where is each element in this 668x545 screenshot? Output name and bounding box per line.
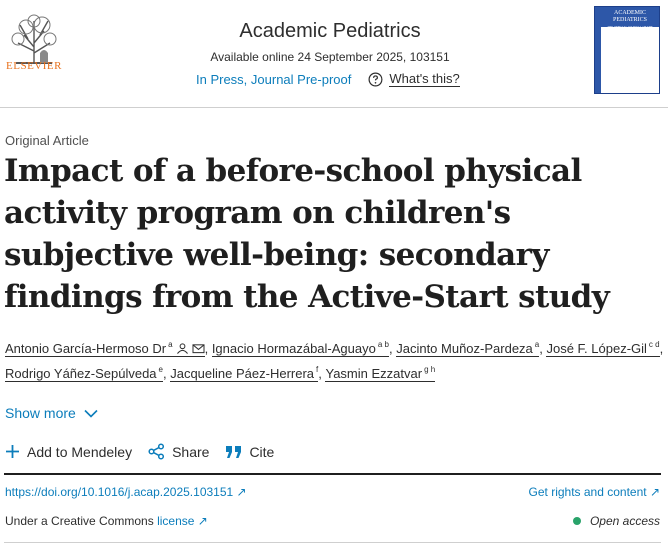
article-header — [0, 0, 668, 108]
share-button[interactable] — [148, 443, 209, 460]
open-access-dot-icon — [573, 517, 581, 525]
open-access-label: Open access — [589, 514, 660, 528]
whats-this-link[interactable]: What's this? — [389, 71, 460, 86]
license-prefix: Under a Creative Commons — [5, 514, 154, 528]
show-more-label: Show more — [5, 405, 76, 421]
person-icon — [176, 343, 189, 354]
envelope-icon — [192, 343, 205, 354]
publisher-name: ELSEVIER — [6, 60, 62, 72]
share-label: Share — [172, 443, 210, 460]
article-title: Impact of a before-school physical activity program on children's subjective well-being: secondary findings from the Active-Start study — [4, 153, 610, 315]
quote-icon — [225, 445, 242, 459]
author-link[interactable]: Jacinto Muñoz-Pardeza $^a$ — [396, 340, 540, 356]
article-actions — [5, 443, 290, 460]
author-list: Antonio García-Hermoso Dr $^a$ , Ignacio Hormazábal-Aguayo $^{a b}$, Jacinto Muñoz-Pardeza $^a$, José F. López-Gil $^{c d}$, Rodrigo Yáñez-Sepúlveda $^e$, Jacqueline Páez-Herrera $^f$, Yasmin Ezzatvar $^{g h}$ — [5, 340, 664, 381]
journal-title-link[interactable]: Academic Pediatrics — [239, 20, 421, 42]
cover-title: ACADEMIC PEDIATRICS — [612, 10, 647, 23]
author-link[interactable]: Yasmin Ezzatvar $^{g h}$ — [325, 365, 436, 381]
author-link[interactable]: Jacqueline Páez-Herrera $^f$ — [170, 365, 319, 381]
chevron-down-icon — [84, 409, 98, 418]
license-row — [5, 514, 208, 528]
press-status-row — [196, 72, 460, 87]
license-link[interactable]: license ↗ — [157, 514, 208, 528]
author-link[interactable]: Ignacio Hormazábal-Aguayo $^{a b}$ — [211, 340, 389, 356]
plus-icon — [5, 444, 20, 459]
author-link[interactable]: Rodrigo Yáñez-Sepúlveda $^e$ — [5, 365, 163, 381]
doi-link[interactable]: https://doi.org/10.1016/j.acap.2025.103151 ↗ — [5, 485, 247, 499]
cite-button[interactable] — [225, 444, 274, 460]
bottom-divider — [4, 542, 661, 543]
author-link[interactable]: Antonio García-Hermoso Dr $^a$ — [5, 338, 205, 357]
add-to-mendeley-button[interactable] — [5, 444, 132, 460]
external-link-icon: ↗ — [236, 485, 247, 499]
journal-cover-thumbnail[interactable] — [594, 6, 660, 94]
cite-label: Cite — [249, 443, 275, 460]
get-rights-link[interactable]: Get rights and content ↗ — [528, 485, 660, 499]
question-circle-icon[interactable] — [368, 72, 383, 87]
share-icon — [148, 443, 165, 460]
section-divider — [4, 473, 661, 475]
author-link[interactable]: José F. López-Gil $^{c d}$ — [546, 340, 660, 356]
external-link-icon: ↗ — [649, 485, 660, 499]
cover-subtitle: THE OFFICIAL JOURNAL OF THE ACADEMIC PEDIATRIC ASSOCIATION — [603, 25, 657, 36]
open-access-badge — [573, 514, 660, 528]
show-more-button[interactable] — [5, 405, 98, 421]
in-press-link[interactable]: In Press, Journal Pre-proof — [196, 72, 352, 87]
article-type-label: Original Article — [5, 133, 89, 148]
available-online-date: Available online 24 September 2025, 103151 — [210, 50, 450, 64]
mendeley-label: Add to Mendeley — [27, 443, 133, 460]
cover-title-band — [601, 7, 659, 36]
